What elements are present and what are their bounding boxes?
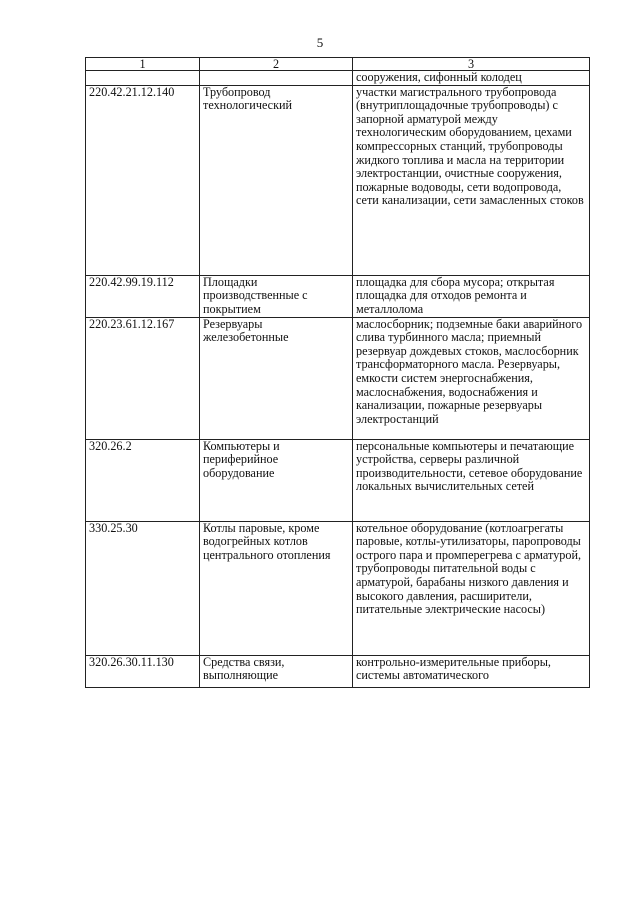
table-row — [86, 439, 590, 521]
table-row — [86, 85, 590, 275]
row-description: персональные компьютеры и печатающие устройства, серверы различной производительности, сетевое оборудование локальных вычислительных сетей — [353, 439, 590, 521]
row-code: 330.25.30 — [86, 521, 200, 655]
table-header-row — [86, 58, 590, 71]
row-code: 220.42.21.12.140 — [86, 85, 200, 275]
row-code: 220.23.61.12.167 — [86, 317, 200, 439]
row-name: Трубопровод технологический — [200, 85, 353, 275]
table-row — [86, 655, 590, 687]
table-row — [86, 275, 590, 317]
row-description: сооружения, сифонный колодец — [353, 71, 590, 86]
row-code: 320.26.2 — [86, 439, 200, 521]
header-col-1: 1 — [86, 58, 200, 71]
row-code — [86, 71, 200, 86]
row-name: Котлы паровые, кроме водогрейных котлов центрального отопления — [200, 521, 353, 655]
header-col-3: 3 — [353, 58, 590, 71]
row-description: маслосборник; подземные баки аварийного слива турбинного масла; приемный резервуар дождевых стоков, маслосборник трансформаторного масла. Резервуары, емкости систем энергоснабжения, маслоснабжения, водоснабжения и канализации, пожарные резервуары электростанций — [353, 317, 590, 439]
row-description: контрольно-измерительные приборы, системы автоматического — [353, 655, 590, 687]
table-row — [86, 71, 590, 86]
header-col-2: 2 — [200, 58, 353, 71]
row-name: Компьютеры и периферийное оборудование — [200, 439, 353, 521]
row-code: 320.26.30.11.130 — [86, 655, 200, 687]
table-row — [86, 317, 590, 439]
row-description: котельное оборудование (котлоагрегаты паровые, котлы-утилизаторы, паропроводы острого пара и промперегрева с арматурой, трубопроводы питательной воды с арматурой, барабаны низкого давления и высокого давления, расширители, питательные электрические насосы) — [353, 521, 590, 655]
table-row — [86, 521, 590, 655]
row-name: Резервуары железобетонные — [200, 317, 353, 439]
row-name — [200, 71, 353, 86]
asset-classification-table — [85, 57, 590, 688]
row-name: Средства связи, выполняющие — [200, 655, 353, 687]
row-description: площадка для сбора мусора; открытая площадка для отходов ремонта и металлолома — [353, 275, 590, 317]
row-code: 220.42.99.19.112 — [86, 275, 200, 317]
page-number: 5 — [316, 35, 324, 50]
row-name: Площадки производственные с покрытием — [200, 275, 353, 317]
row-description: участки магистрального трубопровода (внутриплощадочные трубопроводы) с запорной арматурой между технологическим оборудованием, цехами компрессорных станций, трубопроводы жидкого топлива и масла на территории электростанции, очистные сооружения, пожарные водоводы, сети водопровода, сети канализации, сети замасленных стоков — [353, 85, 590, 275]
